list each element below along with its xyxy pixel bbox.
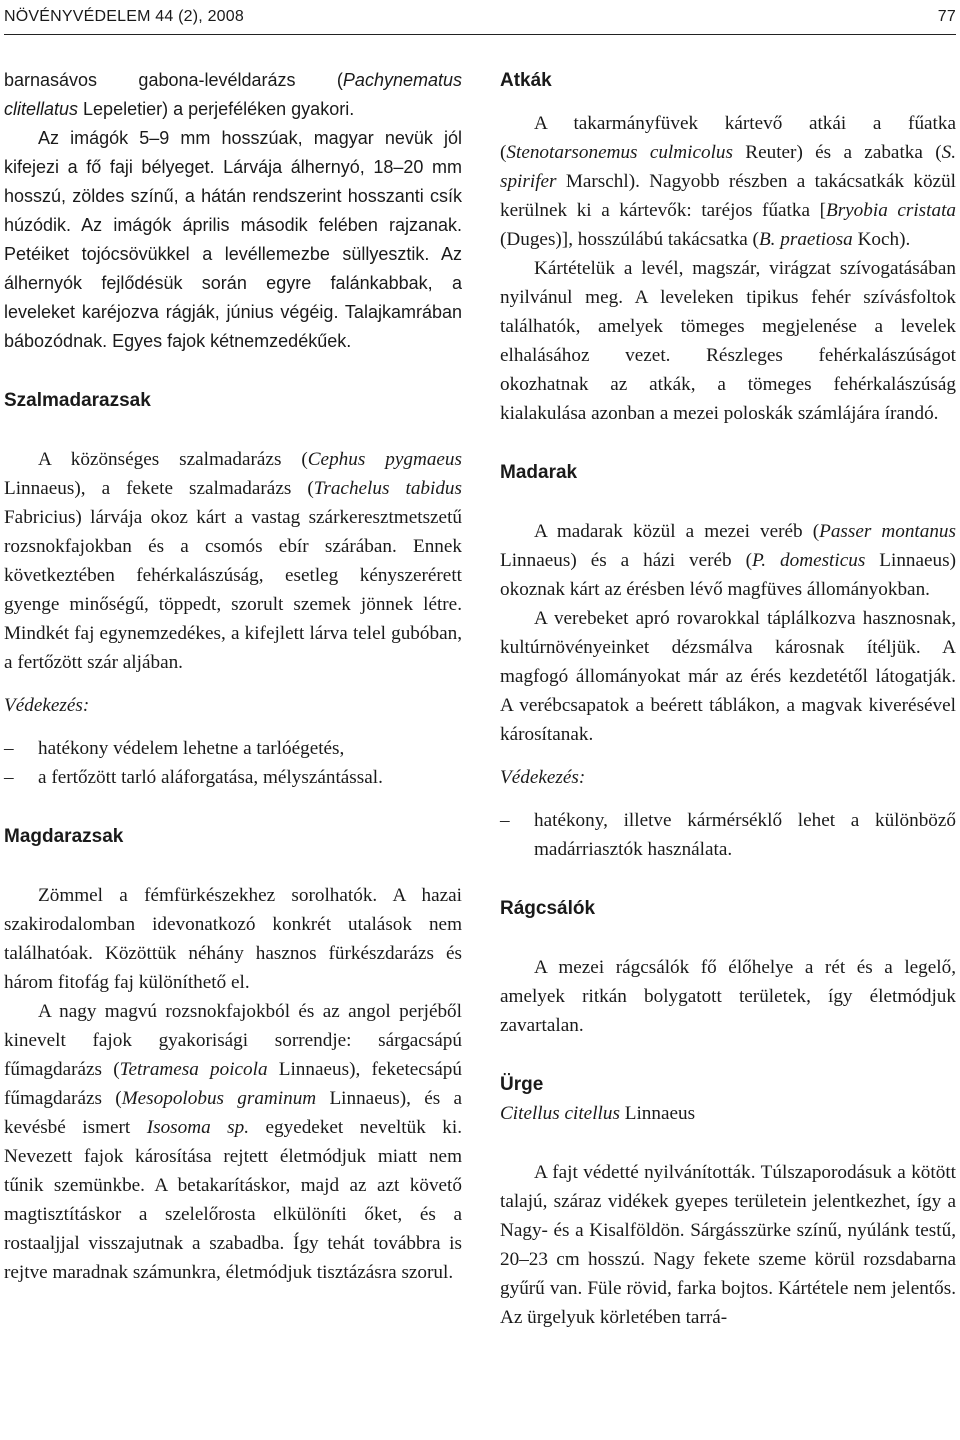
text: barnasávos gabona-levéldarázs ( — [4, 70, 343, 90]
heading-ragcsalok: Rágcsálók — [500, 898, 596, 919]
text: A takarmányfüvek kártevő atkái a fűatka ( — [500, 113, 956, 163]
latin-name: S. spirifer — [500, 142, 956, 192]
header-rule — [4, 34, 956, 35]
latin-name: Pachynematus clitellatus — [4, 70, 462, 119]
text: Linnaeus) okoznak kárt az érésben lévő magfüves állományokban. — [500, 550, 956, 600]
list-item-text: hatékony, illetve kármérséklő lehet a különböző madárriasztók használata. — [534, 810, 956, 860]
left-column — [4, 66, 462, 1287]
latin-name: Bryobia cristata — [825, 200, 956, 221]
text: A nagy magvú rozsnokfajokból és az angol perjéből kinevelt fajok gyakorisági sorrendje: sárgacsápú fűmagdarázs ( — [4, 1001, 462, 1080]
heading-magdarazsak: Magdarazsak — [4, 826, 124, 847]
text: egyedeket neveltük ki. Nevezett fajok károsítása rejtett életmódjuk miatt nem tűnik szemünkbe. A betakarításkor, majd az azt követő magtisztításkor a szelelőrosta elkülöníti őket, és a rostaaljjal visszajutnak a szabadba. Így tehát továbbra is rejtve maradnak számunkra, életmódjuk tisztázásra szorul. — [4, 1117, 462, 1283]
latin-name: Mesopolobus graminum — [121, 1088, 317, 1109]
text: Reuter) és a zabatka ( — [732, 142, 942, 163]
latin-name: P. domesticus — [752, 550, 866, 571]
vedekezes-list-right — [500, 806, 956, 864]
text: Koch). — [852, 229, 911, 250]
paragraph-magdarazs-fajok — [4, 997, 462, 1287]
latin-name: Citellus citellus — [500, 1103, 620, 1124]
paragraph-szalmadarazs — [4, 445, 462, 677]
vedekezes-list-left — [4, 734, 462, 792]
text: A madarak közül a mezei veréb ( — [534, 521, 820, 542]
latin-name: Passer montanus — [819, 521, 956, 542]
heading-madarak: Madarak — [500, 462, 578, 483]
journal-title: NÖVÉNYVÉDELEM 44 (2), 2008 — [4, 8, 244, 25]
text: A közönséges szalmadarázs ( — [38, 449, 308, 470]
paragraph-urge: A fajt védetté nyilvánították. Túlszaporodásuk a kötött talajú, száraz vidékek gyepes területein jelentkezhet, így a Nagy- és a Kisalföldön. Sárgásszürke színű, nyúlánk testű, 20–23 cm hosszú. Nagy fekete szeme körül rozsdabarna gyűrű van. Füle rövid, farka bojtos. Kártétele nem jelentős. Az ürgelyuk körletében tarrá- — [500, 1162, 956, 1328]
paragraph-madarak — [500, 517, 956, 604]
paragraph-imagok: Az imágók 5–9 mm hosszúak, magyar nevük jól kifejezi a fő faji bélyeget. Lárvája álhernyó, 18–20 mm hosszú, zöldes színű, a hátán rendszerint hosszanti csík húzódik. Az imágók április második felében rajzanak. Petéiket tojócsövükkel a levéllemezbe süllyesztik. Az álhernyók fejlődésük során egyre falánkabbak, a leveleket karéjozva rágják, június végéig. Talajkamrában bábozódnak. Egyes fajok kétnemzedékűek. — [4, 128, 462, 351]
latin-name: B. praetiosa — [758, 229, 853, 250]
list-item-text: a fertőzött tarló aláforgatása, mélyszántással. — [38, 767, 383, 788]
heading-atkak: Atkák — [500, 70, 552, 91]
page-number: 77 — [937, 8, 956, 25]
text: Fabricius) lárvája okoz kárt a vastag szárkeresztmetszetű rozsnokfajokban és a csomós ebír szárában. Ennek következtében fehérkalászúság, esetleg kényszerérett gyenge minőségű, töppedt, szorult szemek jönnek létre. Mindkét faj egynemzedékes, a kifejlett lárva telel gubóban, a fertőzött szár aljában. — [4, 507, 462, 673]
list-item: – hatékony védelem lehetne a tarlóégetés, — [4, 738, 345, 759]
paragraph-verebek: A verebeket apró rovarokkal táplálkozva hasznosnak, kultúrnövényeinket dézsmálva károsnak ítéljük. A magfogó állományokat már az érés kezdetétől látogatják. A verébcsapatok a beérett táblákon, a magvak kiverésével károsítanak. — [500, 608, 956, 745]
text: Linnaeus — [619, 1103, 696, 1124]
vedekezes-label-right: Védekezés: — [500, 767, 586, 788]
paragraph-ragcsalok: A mezei rágcsálók fő élőhelye a rét és a legelő, amelyek ritkán bolygatott területek, így életmódjuk zavartalan. — [500, 957, 956, 1036]
paragraph-karteteluk: Kártételük a levél, magszár, virágzat szívogatásában nyilvánul meg. A leveleken tipikus fehér szívásfoltok találhatók, amelyek tömeges megjelenése a levelek elhalásához vezet. Részleges fehérkalászúságot okozhatnak az atkák, a tömeges fehérkalászúság kialakulása azonban a mezei poloskák számlájára írandó. — [500, 258, 956, 424]
heading-urge: Ürge — [500, 1074, 544, 1095]
page-header — [4, 4, 956, 30]
latin-name: Cephus pygmaeus — [307, 449, 462, 470]
text: Linnaeus), a fekete szalmadarázs ( — [4, 478, 314, 499]
list-item: – hatékony, illetve kármérséklő lehet a különböző madárriasztók használata. — [500, 810, 956, 860]
latin-name: Isosoma sp. — [146, 1117, 250, 1138]
paragraph-atkak — [500, 109, 956, 254]
urge-species-name — [500, 1099, 956, 1128]
list-item-text: hatékony védelem lehetne a tarlóégetés, — [38, 738, 345, 759]
heading-szalmadarazsak: Szalmadarazsak — [4, 390, 151, 411]
latin-name: Tetramesa poicola — [119, 1059, 268, 1080]
text: Lepeletier) a perjeféléken gyakori. — [78, 99, 355, 119]
latin-name: Trachelus tabidus — [313, 478, 462, 499]
text: Linnaeus), és a kevésbé ismert — [4, 1088, 462, 1138]
latin-name: Stenotarsonemus culmicolus — [506, 142, 733, 163]
list-item: – a fertőzött tarló aláforgatása, mélyszántással. — [4, 767, 383, 788]
text: (Duges)], hosszúlábú takácsatka ( — [500, 229, 759, 250]
text: Linnaeus) és a házi veréb ( — [500, 550, 753, 571]
vedekezes-label-left: Védekezés: — [4, 695, 90, 716]
text: Linnaeus), feketecsápú fűmagdarázs ( — [4, 1059, 462, 1109]
right-column — [500, 66, 956, 1332]
paragraph-fémfürkészek: Zömmel a fémfürkészekhez sorolhatók. A hazai szakirodalomban idevonatkozó konkrét utalások nem találhatóak. Közöttük néhány hasznos fürkészdarázs és három fitofág faj különíthető el. — [4, 885, 462, 993]
paragraph-levéldarázs — [4, 66, 462, 124]
text: Marschl). Nagyobb részben a takácsatkák közül kerülnek ki a kártevők: taréjos fűatka [ — [500, 171, 956, 221]
